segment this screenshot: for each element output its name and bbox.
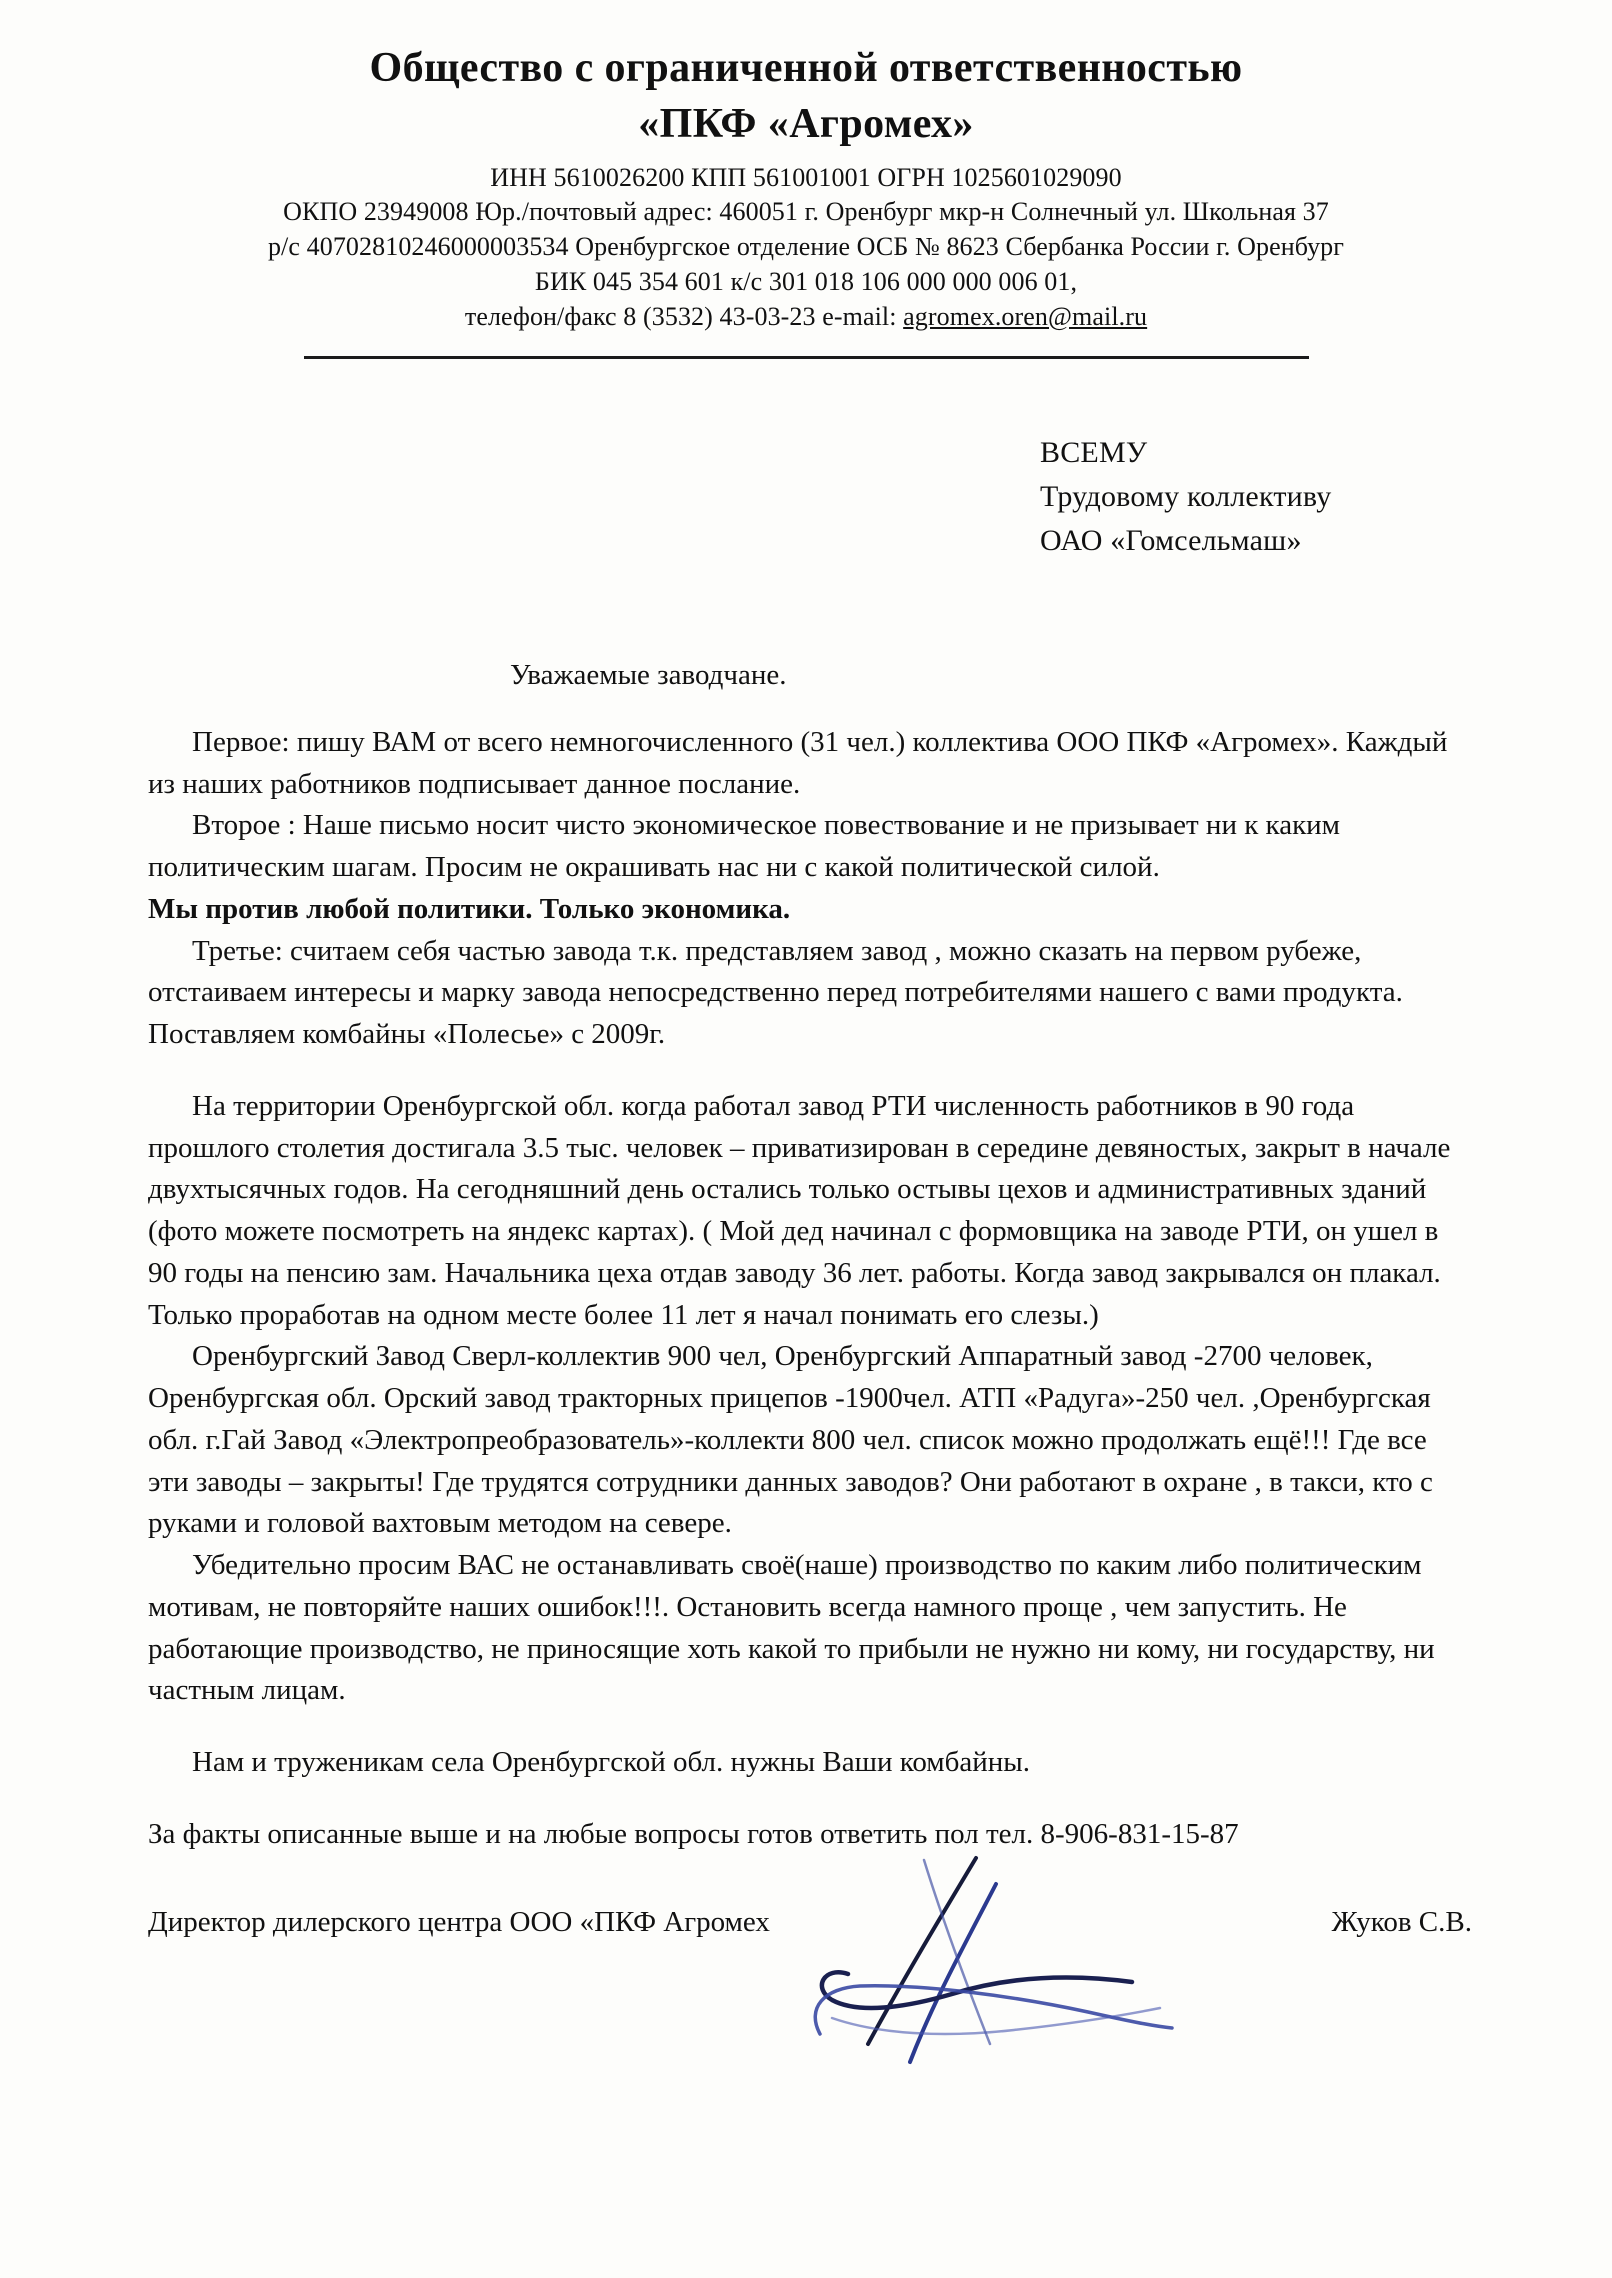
spacer bbox=[148, 692, 1472, 722]
spacer bbox=[148, 1056, 1472, 1086]
paragraph-closing: Нам и труженикам села Оренбургской обл. нужны Ваши комбайны. bbox=[192, 1746, 1031, 1779]
paragraph-appeal: Убедительно просим ВАС не останавливать своё(наше) производство по каким либо политическим мотивам, не повторяйте наших ошибок!!!. Остановить всегда намного проще , чем запустить. Не работающие производство, не приносящие хоть какой то прибыли не нужно ни кому, ни государству, ни частным лицам. bbox=[148, 1549, 1435, 1707]
paragraph-third: Третье: считаем себя частью завода т.к. представляем завод , можно сказать на первом рубеже, отстаиваем интересы и марку завода непосредственно перед потребителями нашего с вами продукта. Поставляем комбайны «Полесье» с 2009г. bbox=[148, 934, 1403, 1051]
salutation: Уважаемые заводчане. bbox=[510, 658, 787, 691]
letter-body bbox=[148, 692, 1472, 1856]
contact-line bbox=[0, 300, 1612, 335]
signature-block bbox=[148, 1906, 1472, 2056]
signatory-name: Жуков С.В. bbox=[1331, 1905, 1472, 1938]
company-name-line-2: «ПКФ «Агромех» bbox=[638, 100, 974, 147]
paragraph-first: Первое: пишу ВАМ от всего немногочисленного (31 чел.) коллектива ООО ПКФ «Агромех». Каждый из наших работников подписывает данное послание. bbox=[148, 725, 1448, 800]
bold-statement: Мы против любой политики. Только экономика. bbox=[148, 892, 791, 925]
addressee-line-1: ВСЕМУ bbox=[1040, 436, 1148, 470]
bank-account: р/с 40702810246000003534 Оренбургское отделение ОСБ № 8623 Сбербанка России г. Оренбург bbox=[267, 231, 1345, 261]
handwritten-signature bbox=[728, 1848, 1198, 2068]
paragraph-factory-list: Оренбургский Завод Сверл-коллектив 900 чел, Оренбургский Аппаратный завод -2700 человек, Оренбургская обл. Орский завод тракторных прицепов -1900чел. АТП «Радуга»-250 чел. ,Оренбургская обл. г.Гай Завод «Электропреобразователь»-коллекти 800 чел. список можно продолжать ещё!!! Где все эти заводы – закрыты! Где трудятся сотрудники данных заводов? Они работают в охране , в такси, кто с руками и головой вахтовым методом на севере. bbox=[148, 1340, 1433, 1540]
bank-bik: БИК 045 354 601 к/с 301 018 106 000 000 006 01, bbox=[534, 266, 1078, 296]
email-address[interactable]: agromex.oren@mail.ru bbox=[903, 301, 1148, 331]
paragraph-contact-phone: За факты описанные выше и на любые вопросы готов ответить пол тел. 8-906-831-15-87 bbox=[148, 1817, 1239, 1850]
registration-numbers: ИНН 5610026200 КПП 561001001 ОГРН 1025601029090 bbox=[490, 163, 1122, 193]
addressee-block bbox=[1040, 431, 1612, 562]
postal-address: ОКПО 23949008 Юр./почтовый адрес: 460051 г. Оренбург мкр-н Солнечный ул. Школьная 37 bbox=[283, 197, 1329, 227]
addressee-line-3: ОАО «Гомсельмаш» bbox=[1040, 524, 1302, 557]
paragraph-rti-plant: На территории Оренбургской обл. когда работал завод РТИ численность работников в 90 года прошлого столетия достигала 3.5 тыс. человек – приватизирован в середине девяностых, закрыт в начале двухтысячных годов. На сегодняшний день остались только остывы цехов и административных зданий (фото можете посмотреть на яндекс картах). ( Мой дед начинал с формовщика на заводе РТИ, он ушел в 90 годы на пенсию зам. Начальника цеха отдав заводу 36 лет. работы. Когда завод закрывался он плакал. Только проработав на одном месте более 11 лет я начал понимать его слезы.) bbox=[148, 1089, 1451, 1331]
header-divider-rule bbox=[304, 356, 1309, 359]
company-name-line-1: Общество с ограниченной ответственностью bbox=[369, 45, 1243, 91]
addressee-line-2: Трудовому коллективу bbox=[1040, 480, 1332, 514]
paragraph-second: Второе : Наше письмо носит чисто экономическое повествование и не призывает ни к каким политическим шагам. Просим не окрашивать нас ни с какой политической силой. bbox=[148, 809, 1341, 884]
spacer bbox=[148, 1712, 1472, 1742]
letterhead bbox=[0, 0, 1612, 359]
spacer bbox=[148, 1784, 1472, 1814]
signatory-title: Директор дилерского центра ООО «ПКФ Агромех bbox=[148, 1905, 770, 1938]
contact-phone-text: телефон/факс 8 (3532) 43-03-23 e-mail: bbox=[464, 301, 904, 331]
